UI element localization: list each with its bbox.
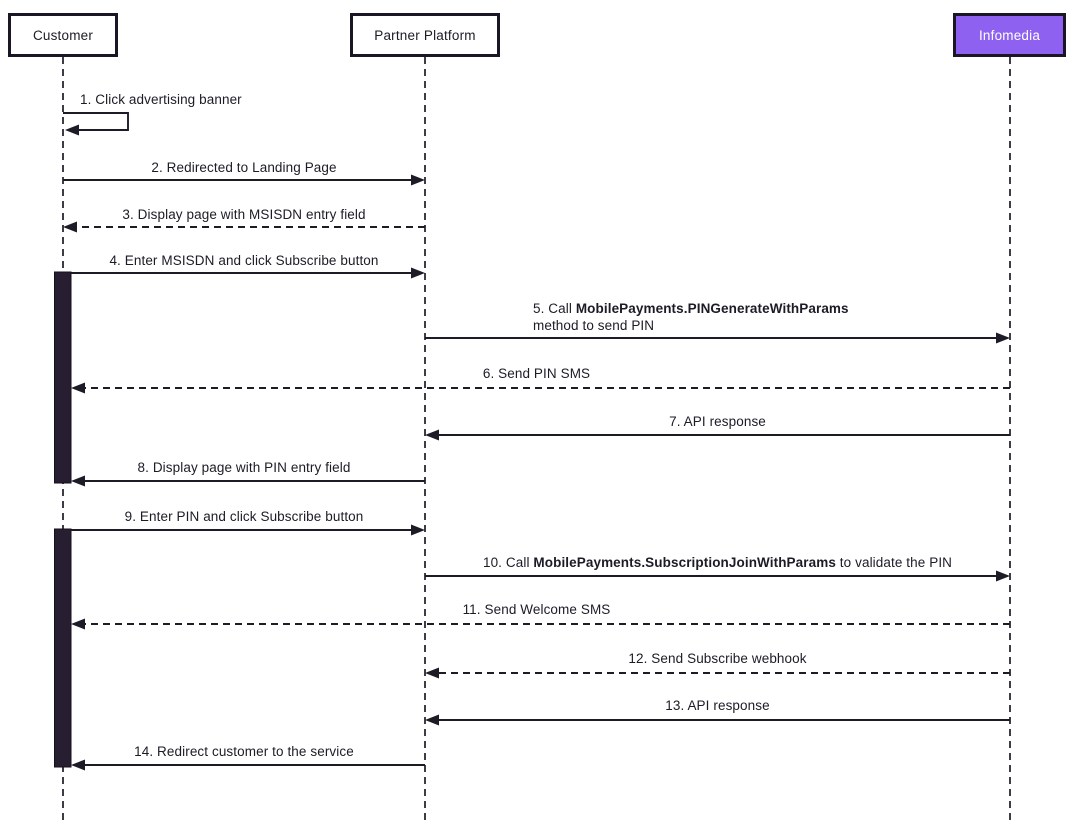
actor-customer: Customer xyxy=(8,13,118,57)
message-5-arrow xyxy=(425,333,1010,344)
message-4-label: 4. Enter MSISDN and click Subscribe button xyxy=(109,253,379,268)
message-8-label: 8. Display page with PIN entry field xyxy=(137,460,351,475)
message-1-self-arrow xyxy=(63,113,128,136)
arrowhead-left-icon xyxy=(71,476,85,487)
message-6-label: 6. Send PIN SMS xyxy=(482,366,591,381)
message-14-label: 14. Redirect customer to the service xyxy=(134,744,354,759)
message-5-label-line2: method to send PIN xyxy=(533,317,655,333)
arrowhead-left-icon xyxy=(425,668,439,679)
message-7-arrow xyxy=(425,430,1010,441)
message-13-arrow xyxy=(425,715,1010,726)
message-2-label: 2. Redirected to Landing Page xyxy=(151,160,337,175)
message-7-label: 7. API response xyxy=(669,414,766,429)
message-10-label xyxy=(425,555,1010,572)
activation-bar-2 xyxy=(55,529,72,767)
message-10-label-method: MobilePayments.SubscriptionJoinWithParams xyxy=(533,555,836,570)
arrowhead-left-icon xyxy=(425,430,439,441)
message-5-label-prefix: 5. Call xyxy=(533,301,576,316)
arrowhead-left-icon xyxy=(425,715,439,726)
arrowhead-left-icon xyxy=(71,383,85,394)
message-12-arrow xyxy=(425,668,1010,679)
message-3-label: 3. Display page with MSISDN entry field xyxy=(122,207,366,222)
message-8-arrow xyxy=(71,476,425,487)
message-11-arrow xyxy=(71,619,1010,630)
message-1-label: 1. Click advertising banner xyxy=(80,92,242,107)
actor-infomedia: Infomedia xyxy=(953,13,1066,57)
message-5-label xyxy=(533,301,849,334)
message-9-label: 9. Enter PIN and click Subscribe button xyxy=(124,509,364,524)
message-14-arrow xyxy=(71,760,425,771)
message-9-arrow xyxy=(71,525,425,536)
message-12-label: 12. Send Subscribe webhook xyxy=(628,651,807,666)
message-6-arrow xyxy=(71,383,1010,394)
message-10-label-prefix: 10. Call xyxy=(482,555,534,570)
arrowhead-right-icon xyxy=(411,525,425,536)
message-5-label-method: MobilePayments.PINGenerateWithParams xyxy=(575,301,849,316)
message-10-label-suffix: to validate the PIN xyxy=(835,555,953,570)
arrowhead-right-icon xyxy=(996,571,1010,582)
message-11-label: 11. Send Welcome SMS xyxy=(462,602,611,617)
arrowhead-right-icon xyxy=(996,333,1010,344)
arrowhead-left-icon xyxy=(71,760,85,771)
arrowhead-left-icon xyxy=(65,125,79,136)
message-10-arrow xyxy=(425,571,1010,582)
message-13-label: 13. API response xyxy=(665,698,770,713)
actor-partner-platform: Partner Platform xyxy=(350,13,500,57)
arrowhead-left-icon xyxy=(71,619,85,630)
